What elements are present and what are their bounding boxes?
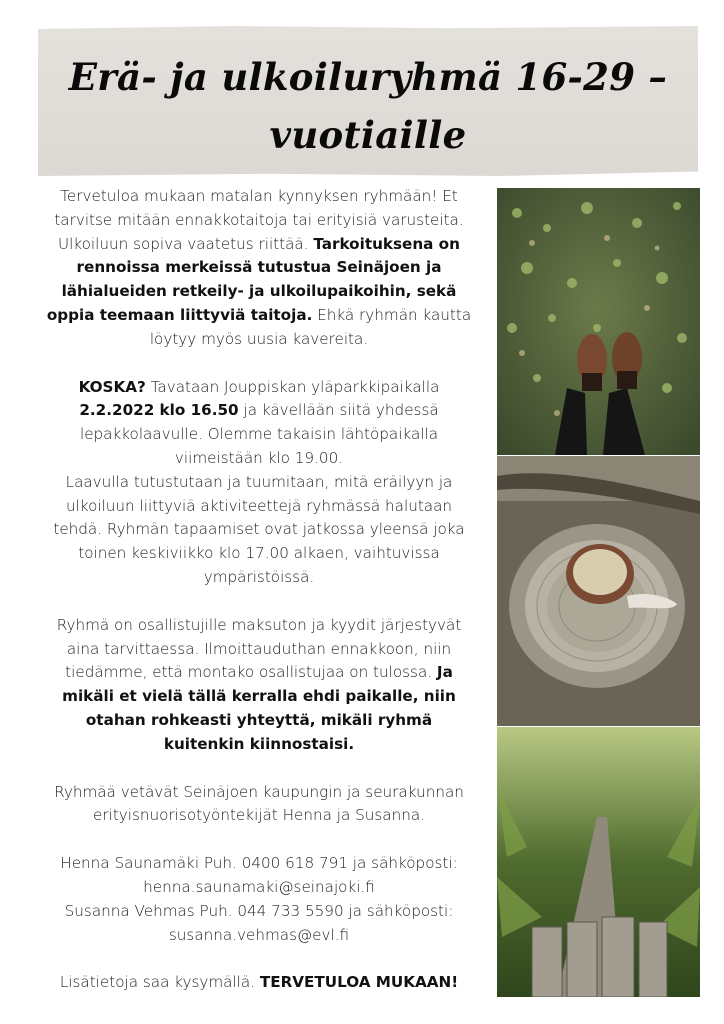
page-title [38, 48, 698, 164]
info-bold: Ja mikäli et vielä tällä kerralla ehdi paikalle, niin otahan rohkeasti yhteyttä, mikäli ryhmä kuitenkin kiinnostaisi. [62, 663, 456, 753]
contact-henna: Henna Saunamäki Puh. 0400 618 791 ja sähköposti: [60, 854, 458, 873]
photo-mug-on-stump [497, 456, 700, 726]
contacts-paragraph [46, 852, 472, 947]
contact-susanna-email[interactable]: susanna.vehmas@evl.fi [168, 925, 350, 944]
intro-bold: Tarkoituksena on rennoissa merkeissä tutustua Seinäjoen ja lähialueiden retkeily- ja ulkoilupaikoihin, sekä oppia teemaan liittyviä taitoja. [46, 234, 460, 324]
when-paragraph [46, 376, 472, 471]
info-text: Ryhmä on osallistujille maksuton ja kyydit järjestyvät aina tarvittaessa. Ilmoittauduthan ennakkoon, niin tiedämme, että montako osallistujaa on tulossa. [56, 615, 462, 682]
contact-susanna: Susanna Vehmas Puh. 044 733 5590 ja sähköposti: [64, 901, 454, 920]
footer-paragraph [46, 971, 472, 995]
intro-end: Ehkä ryhmän kautta löytyy myös uusia kavereita. [149, 305, 472, 348]
leaders-paragraph: Ryhmää vetävät Seinäjoen kaupungin ja seurakunnan erityisnuorisotyöntekijät Henna ja Susanna. [54, 782, 464, 825]
body-text [46, 185, 472, 995]
info-paragraph [46, 614, 472, 757]
when-datetime: 2.2.2022 klo 16.50 [79, 401, 239, 420]
when-text-2: ja kävellään siitä yhdessä lepakkolaavulle. Olemme takaisin lähtöpaikalla viimeistään klo 19.00. [79, 401, 439, 467]
photo-forest-duckboard-path [497, 727, 700, 997]
activities-paragraph: Laavulla tutustutaan ja tuumitaan, mitä eräilyyn ja ulkoiluun liittyviä aktiviteettejä ryhmässä halutaan tehdä. Ryhmän tapaamiset ovat jatkossa yleensä joka toinen keskiviikko klo 17.00 alkaen, vaihtuvissa ympäristöissä. [53, 472, 465, 586]
footer-text: Lisätietoja saa kysymällä. [59, 973, 260, 992]
title-line-1: Erä- ja ulkoiluryhmä 16-29 – [68, 55, 668, 99]
photo-boots-forest-floor [497, 188, 700, 455]
intro-paragraph [46, 185, 472, 352]
when-text-1: Tavataan Jouppiskan yläparkkipaikalla [145, 377, 440, 396]
title-line-2: vuotiaille [269, 113, 467, 157]
footer-bold: TERVETULOA MUKAAN! [259, 973, 459, 992]
when-label: KOSKA? [78, 377, 146, 396]
contact-henna-email[interactable]: henna.saunamaki@seinajoki.fi [143, 877, 375, 896]
intro-text: Tervetuloa mukaan matalan kynnyksen ryhmään! Et tarvitse mitään ennakkotaitoja tai erityisiä varusteita. Ulkoiluun sopiva vaatetus riittää. [54, 187, 464, 253]
